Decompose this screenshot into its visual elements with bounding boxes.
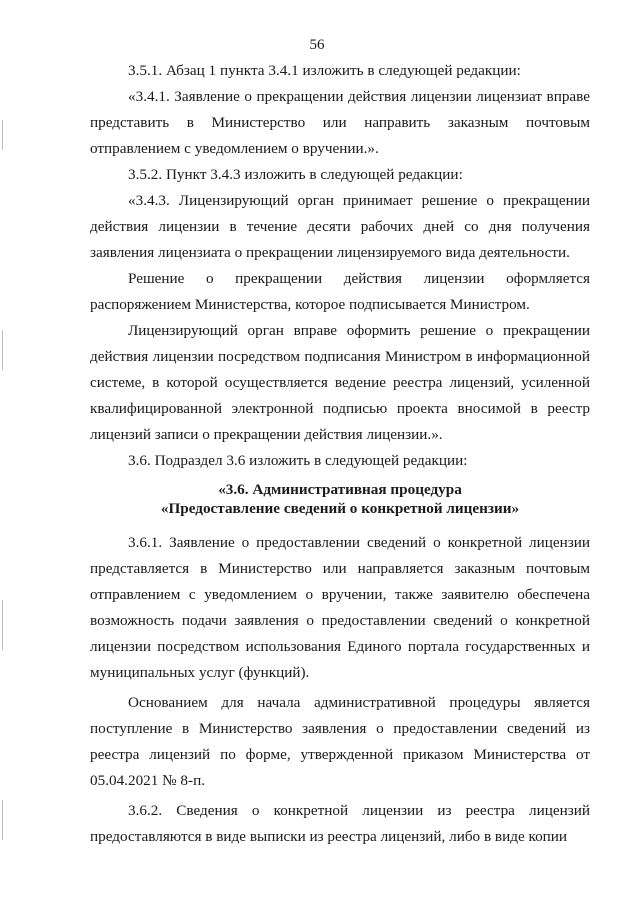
paragraph: 3.6.2. Сведения о конкретной лицензии из реестра лицензий предоставляются в виде выписки из реестра лицензий, либо в виде копии <box>90 802 590 845</box>
scan-mark <box>2 120 3 150</box>
scan-mark <box>2 330 3 370</box>
paragraph: 3.5.2. Пункт 3.4.3 изложить в следующей редакции: <box>128 166 463 183</box>
paragraph: 3.6. Подраздел 3.6 изложить в следующей редакции: <box>128 452 468 469</box>
paragraph: «3.4.3. Лицензирующий орган принимает решение о прекращении действия лицензии в течение десяти рабочих дней со дня получения заявления лицензиата о прекращении лицензируемого вида деятельности. <box>90 192 590 261</box>
paragraph: 3.5.1. Абзац 1 пункта 3.4.1 изложить в следующей редакции: <box>128 62 521 79</box>
paragraph: 3.6.1. Заявление о предоставлении сведений о конкретной лицензии представляется в Министерство или направляется заказным почтовым отправлением с уведомлением о вручении, также заявителю обеспечена возможность подачи заявления о предоставлении сведений о конкретной лицензии посредством использования Единого портала государственных и муниципальных услуг (функций). <box>90 534 590 681</box>
section-heading <box>90 480 590 518</box>
scan-mark <box>2 800 3 840</box>
page-number: 56 <box>309 37 325 53</box>
paragraph: «3.4.1. Заявление о прекращении действия лицензии лицензиат вправе представить в Министерство или направить заказным почтовым отправлением с уведомлением о вручении.». <box>90 88 590 157</box>
paragraph: Лицензирующий орган вправе оформить решение о прекращении действия лицензии посредством подписания Министром в информационной системе, в которой осуществляется ведение реестра лицензий, усиленной квалифицированной электронной подписью проекта вносимой в реестр лицензий записи о прекращении действия лицензии.». <box>90 322 590 443</box>
scan-mark <box>2 600 3 650</box>
section-heading-line: «3.6. Административная процедура <box>218 481 462 498</box>
paragraph: Основанием для начала административной процедуры является поступление в Министерство заявления о предоставлении сведений из реестра лицензий по форме, утвержденной приказом Министерства от 05.04.2021 № 8-п. <box>90 694 590 789</box>
paragraph: Решение о прекращении действия лицензии оформляется распоряжением Министерства, которое подписывается Министром. <box>90 270 590 313</box>
document-body <box>90 58 590 850</box>
section-heading-line: «Предоставление сведений о конкретной лицензии» <box>160 500 520 517</box>
